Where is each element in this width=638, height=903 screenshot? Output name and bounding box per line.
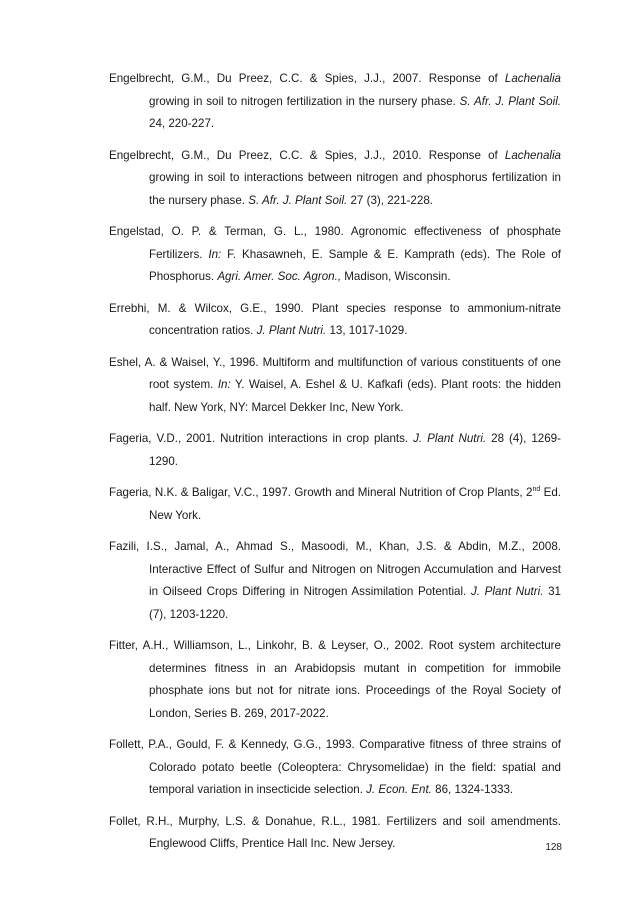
ref-text: growing in soil to nitrogen fertilization in the nursery phase. xyxy=(149,94,460,108)
reference-entry xyxy=(109,298,561,343)
page-number: 128 xyxy=(545,842,562,853)
ref-text: 24, 220-227. xyxy=(149,117,215,130)
journal-name: J. Plant Nutri. xyxy=(413,432,487,445)
ref-text: Engelbrecht, G.M., Du Preez, C.C. & Spies, J.J., 2010. Response of xyxy=(109,148,505,162)
ref-text: Errebhi, M. & Wilcox, G.E., 1990. Plant species response to ammonium-nitrate concentration ratios. xyxy=(109,301,561,337)
ref-text: Y. Waisel, A. Eshel & U. Kafkafi (eds). Plant roots: the hidden half. New York, NY: Marcel Dekker Inc, New York. xyxy=(149,378,562,414)
reference-entry xyxy=(109,811,561,856)
ref-text: F. Khasawneh, E. Sample & E. Kamprath (eds). The Role of Phosphorus. xyxy=(149,247,561,283)
ref-italic: In: xyxy=(208,247,222,261)
ref-text: Fazili, I.S., Jamal, A., Ahmad S., Masoodi, M., Khan, J.S. & Abdin, M.Z., 2008. Interactive Effect of Sulfur and Nitrogen on Nitrogen Accumulation and Harvest in Oilseed Crops Differing in Nitrogen Assimilation Potential. xyxy=(109,540,561,598)
ref-text: growing in soil to interactions between nitrogen and phosphorus fertilization in the nursery phase. xyxy=(149,171,561,207)
reference-entry xyxy=(109,734,561,802)
reference-entry xyxy=(109,221,561,289)
journal-name: J. Econ. Ent. xyxy=(366,783,432,796)
ref-text: Engelbrecht, G.M., Du Preez, C.C. & Spies, J.J., 2007. Response of xyxy=(109,72,505,85)
journal-name: J. Plant Nutri. xyxy=(256,324,327,337)
reference-entry xyxy=(109,536,561,626)
ref-text: 13, 1017-1029. xyxy=(326,324,408,337)
journal-name: S. Afr. J. Plant Soil. xyxy=(248,193,348,207)
ref-text: 31 (7), 1203-1220. xyxy=(149,585,561,621)
reference-entry xyxy=(109,428,561,473)
reference-entry xyxy=(109,482,561,527)
ref-italic: Lachenalia xyxy=(504,72,561,85)
ref-text: Follet, R.H., Murphy, L.S. & Donahue, R.L., 1981. Fertilizers and soil amendments. Englewood Cliffs, Prentice Hall Inc. New Jersey. xyxy=(109,814,561,850)
reference-entry xyxy=(109,635,561,725)
ref-italic: Lachenalia xyxy=(504,148,561,162)
ref-text: Fageria, V.D., 2001. Nutrition interactions in crop plants. xyxy=(109,432,414,445)
ordinal-superscript: nd xyxy=(532,486,541,494)
ref-text: 28 (4), 1269-1290. xyxy=(149,432,561,468)
journal-name: S. Afr. J. Plant Soil. xyxy=(459,94,561,108)
ref-text: 27 (3), 221-228. xyxy=(347,193,433,207)
reference-list xyxy=(109,68,561,865)
reference-entry xyxy=(109,352,561,420)
reference-entry xyxy=(109,145,561,213)
ref-text: Follett, P.A., Gould, F. & Kennedy, G.G., 1993. Comparative fitness of three strains of Colorado potato beetle (Coleoptera: Chrysomelidae) in the field: spatial and temporal variation in insecticide selection. xyxy=(109,738,561,796)
ref-italic: In: xyxy=(217,378,231,391)
ref-text: Fageria, N.K. & Baligar, V.C., 1997. Growth and Mineral Nutrition of Crop Plants, 2 xyxy=(109,486,533,499)
ref-text: Ed. New York. xyxy=(149,486,561,522)
ref-text: Eshel, A. & Waisel, Y., 1996. Multiform and multifunction of various constituents of one root system. xyxy=(109,355,561,391)
ref-text: Fitter, A.H., Williamson, L., Linkohr, B. & Leyser, O., 2002. Root system architecture determines fitness in an Arabidopsis mutant in competition for immobile phosphate ions but not for nitrate ions. Proceedings of the Royal Society of London, Series B. 269, 2017-2022. xyxy=(109,639,561,720)
reference-entry xyxy=(109,68,561,136)
journal-name: Agri. Amer. Soc. Agron., xyxy=(217,270,342,283)
journal-name: J. Plant Nutri. xyxy=(470,585,544,598)
ref-text: Madison, Wisconsin. xyxy=(341,270,451,283)
ref-text: Engelstad, O. P. & Terman, G. L., 1980. Agronomic effectiveness of phosphate Fertilizers. xyxy=(109,225,561,261)
ref-text: 86, 1324-1333. xyxy=(431,783,514,796)
